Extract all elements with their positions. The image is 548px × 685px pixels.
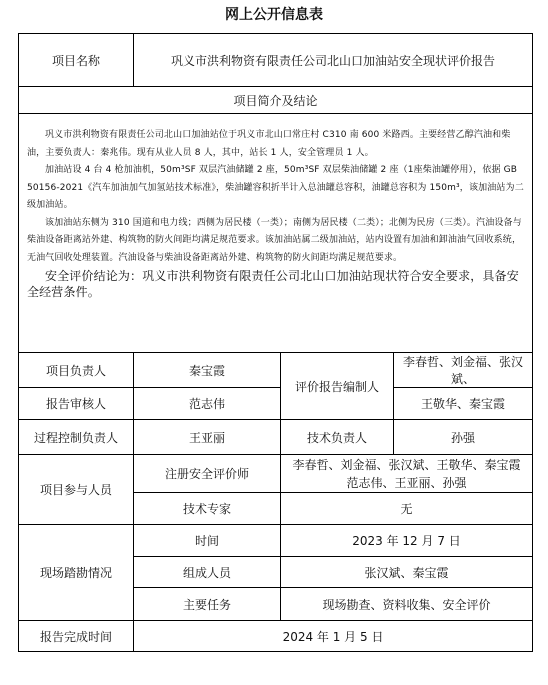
registered-assessor-value <box>281 455 533 493</box>
survey-task-label: 主要任务 <box>134 588 281 621</box>
project-lead-label: 项目负责人 <box>19 353 134 388</box>
registered-assessor-line1: 李春哲、刘金福、张汉斌、王敬华、秦宝霞 <box>292 457 521 472</box>
expert-value: 无 <box>281 493 533 525</box>
table-row <box>19 525 533 557</box>
survey-time-value: 2023 年 12 月 7 日 <box>281 525 533 557</box>
table-row <box>19 420 533 455</box>
intro-paragraph-surroundings: 该加油站东侧为 310 国道和电力线；西侧为居民楼（一类）；南侧为居民楼（二类）；北侧为民房（三类）。汽油设备与柴油设备距离站外建、构筑物的防火间距均满足规范要求。该加油站属二级加油站，站内设置有加油和卸油油气回收系统，无油气回收处理装置。汽油设备与柴油设备距离站外建、构筑物的防火间距均满足规范要求。 <box>27 217 522 263</box>
intro-section <box>19 114 533 353</box>
report-authors-line1: 李春哲、刘金福、张汉斌、 <box>394 353 533 388</box>
intro-paragraph-equipment: 加油站设 4 台 4 枪加油机，50m³SF 双层汽油储罐 2 座，50m³SF 双层柴油储罐 2 座（1座柴油罐停用），依据 GB 50156-2021《汽车加油加气加氢站技术标准》，柴油罐容积折半计入总油罐总容积，油罐总容积为 150m³，该加油站为二级加油站。 <box>27 165 524 210</box>
project-name-value: 巩义市洪利物资有限责任公司北山口加油站安全现状评价报告 <box>134 34 533 87</box>
intro-paragraph-location: 巩义市洪利物资有限责任公司北山口加油站位于巩义市北山口常庄村 C310 南 600 米路西。主要经营乙醇汽油和柴油，主要负责人：秦兆伟。现有从业人员 8 人，其中，站长 1 人，安全管理员 1 人。 <box>27 130 511 158</box>
table-row <box>19 455 533 493</box>
survey-time-label: 时间 <box>134 525 281 557</box>
completion-label: 报告完成时间 <box>19 621 134 652</box>
participants-label: 项目参与人员 <box>19 455 134 525</box>
site-survey-label: 现场踏勘情况 <box>19 525 134 621</box>
registered-assessor-label: 注册安全评价师 <box>134 455 281 493</box>
report-authors-line2: 王敬华、秦宝霞 <box>394 388 533 420</box>
table-row <box>19 87 533 114</box>
process-control-label: 过程控制负责人 <box>19 420 134 455</box>
report-author-label: 评价报告编制人 <box>281 353 394 420</box>
table-row <box>19 34 533 87</box>
page-title: 网上公开信息表 <box>225 7 323 23</box>
table-row <box>19 114 533 353</box>
intro-header: 项目简介及结论 <box>19 87 533 114</box>
project-name-label: 项目名称 <box>19 34 134 87</box>
reviewer-label: 报告审核人 <box>19 388 134 420</box>
project-lead-value: 秦宝霞 <box>134 353 281 388</box>
survey-team-label: 组成人员 <box>134 557 281 588</box>
survey-team-value: 张汉斌、秦宝霞 <box>281 557 533 588</box>
process-control-value: 王亚丽 <box>134 420 281 455</box>
table-row <box>19 353 533 388</box>
survey-task-value: 现场勘查、资料收集、安全评价 <box>281 588 533 621</box>
registered-assessor-line2: 范志伟、王亚丽、孙强 <box>346 475 467 490</box>
table-row <box>19 388 533 420</box>
reviewer-value: 范志伟 <box>134 388 281 420</box>
tech-lead-label: 技术负责人 <box>281 420 394 455</box>
tech-lead-value: 孙强 <box>394 420 533 455</box>
table-row <box>19 621 533 652</box>
intro-conclusion: 安全评价结论为：巩义市洪利物资有限责任公司北山口加油站现状符合安全要求，具备安全经营条件。 <box>27 269 519 299</box>
expert-label: 技术专家 <box>134 493 281 525</box>
completion-value: 2024 年 1 月 5 日 <box>134 621 533 652</box>
info-table <box>18 33 533 652</box>
